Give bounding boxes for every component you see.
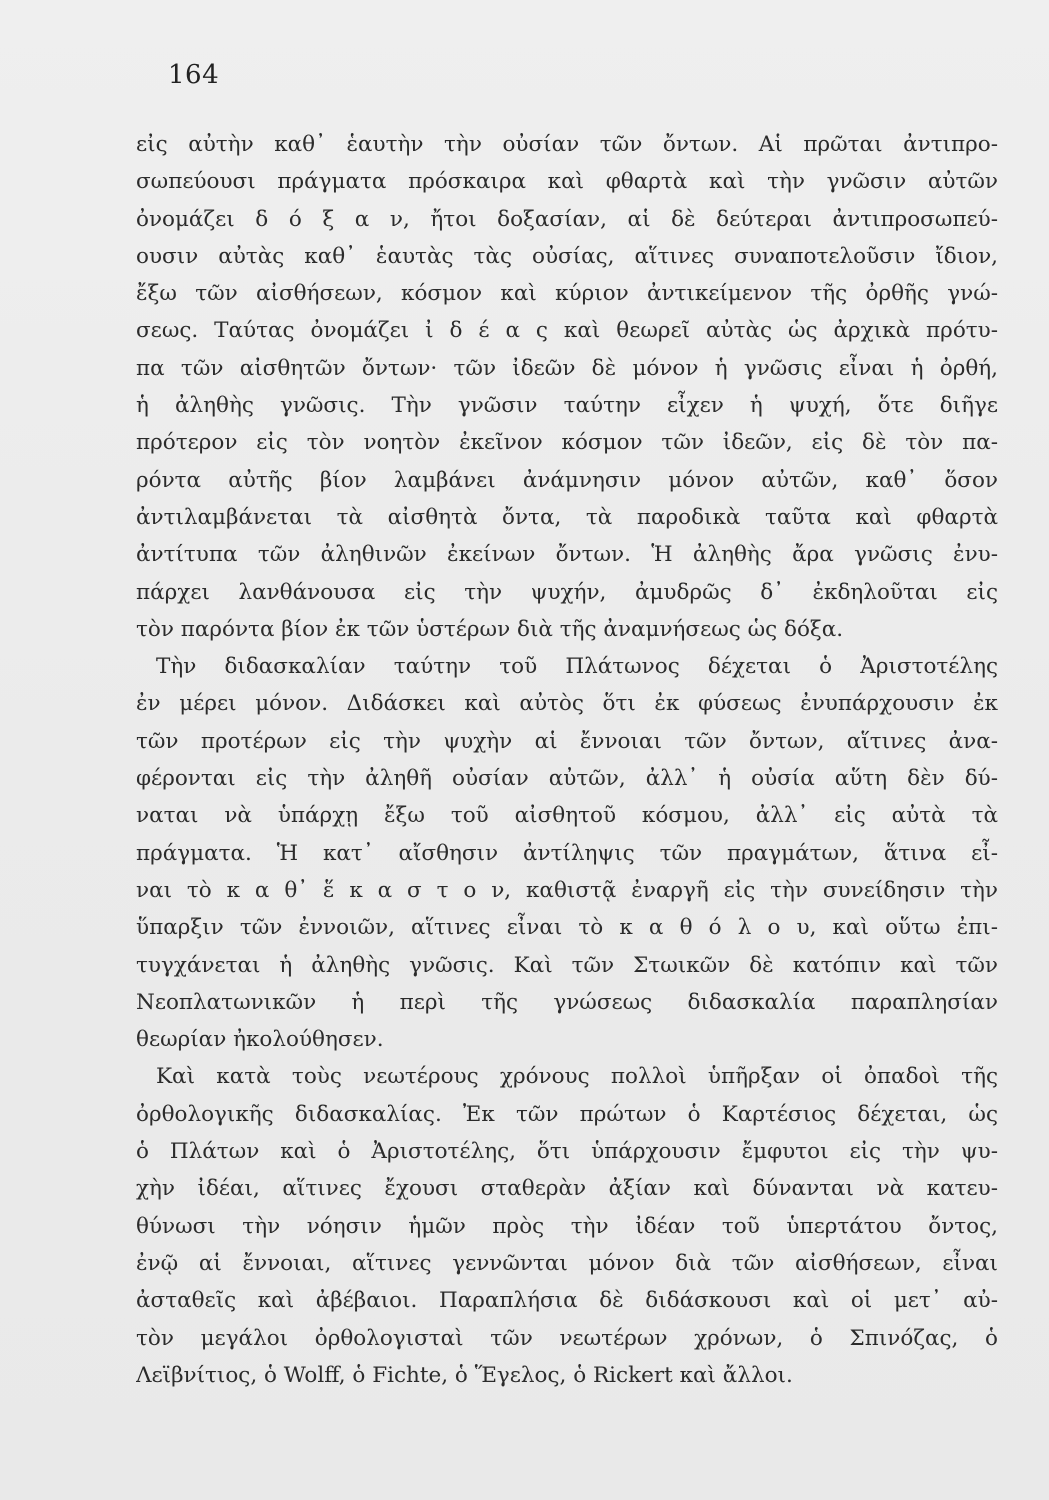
text-line: εἰς αὐτὴν καθ᾿ ἑαυτὴν τὴν οὐσίαν τῶν ὄντων. Αἱ πρῶται ἀντιπρο- (136, 132, 998, 157)
text-line: Τὴν διδασκαλίαν ταύτην τοῦ Πλάτωνος δέχεται ὁ Ἀριστοτέλης (156, 654, 998, 680)
text-line: τὸν μεγάλοι ὀρθολογισταὶ τῶν νεωτέρων χρόνων, ὁ Σπινόζας, ὁ (136, 1325, 998, 1351)
text-line: πάρχει λανθάνουσα εἰς τὴν ψυχήν, ἀμυδρῶς δ᾿ ἐκδηλοῦται εἰς (136, 579, 998, 605)
text-line: ὀρθολογικῆς διδασκαλίας. Ἐκ τῶν πρώτων ὁ Καρτέσιος δέχεται, ὡς (136, 1101, 998, 1127)
text-line: τῶν προτέρων εἰς τὴν ψυχὴν αἱ ἔννοιαι τῶν ὄντων, αἵτινες ἀνα- (136, 728, 998, 754)
text-line: ἀντιλαμβάνεται τὰ αἰσθητὰ ὄντα, τὰ παροδικὰ ταῦτα καὶ φθαρτὰ (136, 504, 998, 530)
body-text (136, 126, 998, 1394)
text-line: ὕπαρξιν τῶν ἐννοιῶν, αἵτινες εἶναι τὸ κ α θ ό λ ο υ, καὶ οὕτω ἐπι- (136, 915, 998, 941)
text-line: ἡ ἀληθὴς γνῶσις. Τὴν γνῶσιν ταύτην εἶχεν ἡ ψυχή, ὅτε διῆγε (136, 393, 998, 419)
text-line: ὁ Πλάτων καὶ ὁ Ἀριστοτέλης, ὅτι ὑπάρχουσιν ἔμφυτοι εἰς τὴν ψυ- (136, 1139, 998, 1165)
text-line: ναται νὰ ὑπάρχῃ ἔξω τοῦ αἰσθητοῦ κόσμου, ἀλλ᾿ εἰς αὐτὰ τὰ (136, 803, 998, 829)
text-line: ἐνῷ αἱ ἔννοιαι, αἵτινες γεννῶνται μόνον διὰ τῶν αἰσθήσεων, εἶναι (136, 1250, 998, 1276)
text-line: χὴν ἰδέαι, αἵτινες ἔχουσι σταθερὰν ἀξίαν καὶ δύνανται νὰ κατευ- (136, 1176, 998, 1202)
text-line: ἀντίτυπα τῶν ἀληθινῶν ἐκείνων ὄντων. Ἡ ἀληθὴς ἄρα γνῶσις ἐνυ- (136, 542, 998, 568)
text-line: ἀσταθεῖς καὶ ἀβέβαιοι. Παραπλήσια δὲ διδάσκουσι καὶ οἱ μετ᾿ αὐ- (136, 1288, 998, 1314)
text-line: Λεϊβνίτιος, ὁ Wolff, ὁ Fichte, ὁ Ἕγελος, ὁ Rickert καὶ ἄλλοι. (136, 1362, 793, 1388)
text-line: θύνωσι τὴν νόησιν ἡμῶν πρὸς τὴν ἰδέαν τοῦ ὑπερτάτου ὄντος, (136, 1213, 998, 1239)
text-line: ὀνομάζει δ ό ξ α ν, ἤτοι δοξασίαν, αἱ δὲ δεύτεραι ἀντιπροσωπεύ- (136, 206, 998, 232)
text-line: ρόντα αὐτῆς βίον λαμβάνει ἀνάμνησιν μόνον αὐτῶν, καθ᾿ ὅσον (136, 467, 998, 493)
page-number: 164 (168, 60, 220, 90)
text-line: Καὶ κατὰ τοὺς νεωτέρους χρόνους πολλοὶ ὑπῆρξαν οἱ ὀπαδοὶ τῆς (156, 1064, 998, 1090)
text-line: σεως. Ταύτας ὀνομάζει ἰ δ έ α ς καὶ θεωρεῖ αὐτὰς ὡς ἀρχικὰ πρότυ- (136, 318, 998, 344)
text-line: ἐν μέρει μόνον. Διδάσκει καὶ αὐτὸς ὅτι ἐκ φύσεως ἐνυπάρχουσιν ἐκ (136, 691, 998, 717)
text-line: σωπεύουσι πράγματα πρόσκαιρα καὶ φθαρτὰ καὶ τὴν γνῶσιν αὐτῶν (136, 169, 998, 195)
text-line: ναι τὸ κ α θ᾿ ἕ κ α σ τ ο ν, καθιστᾷ ἐναργῆ εἰς τὴν συνείδησιν τὴν (136, 877, 998, 903)
text-line: ἔξω τῶν αἰσθήσεων, κόσμον καὶ κύριον ἀντικείμενον τῆς ὀρθῆς γνώ- (136, 281, 998, 307)
text-line: τυγχάνεται ἡ ἀληθὴς γνῶσις. Καὶ τῶν Στωικῶν δὲ κατόπιν καὶ τῶν (136, 952, 998, 978)
text-line: πράγματα. Ἡ κατ᾿ αἴσθησιν ἀντίληψις τῶν πραγμάτων, ἅτινα εἶ- (136, 840, 998, 866)
text-line: ουσιν αὐτὰς καθ᾿ ἑαυτὰς τὰς οὐσίας, αἵτινες συναποτελοῦσιν ἴδιον, (136, 243, 998, 269)
text-line: πα τῶν αἰσθητῶν ὄντων· τῶν ἰδεῶν δὲ μόνον ἡ γνῶσις εἶναι ἡ ὀρθή, (136, 355, 998, 381)
text-line: Νεοπλατωνικῶν ἡ περὶ τῆς γνώσεως διδασκαλία παραπλησίαν (136, 989, 998, 1015)
text-line: πρότερον εἰς τὸν νοητὸν ἐκεῖνον κόσμον τῶν ἰδεῶν, εἰς δὲ τὸν πα- (136, 430, 998, 456)
text-line: τὸν παρόντα βίον ἐκ τῶν ὑστέρων διὰ τῆς ἀναμνήσεως ὡς δόξα. (136, 616, 844, 642)
text-line: θεωρίαν ἠκολούθησεν. (136, 1027, 384, 1053)
text-line: φέρονται εἰς τὴν ἀληθῆ οὐσίαν αὐτῶν, ἀλλ᾿ ἡ οὐσία αὕτη δὲν δύ- (136, 766, 998, 792)
